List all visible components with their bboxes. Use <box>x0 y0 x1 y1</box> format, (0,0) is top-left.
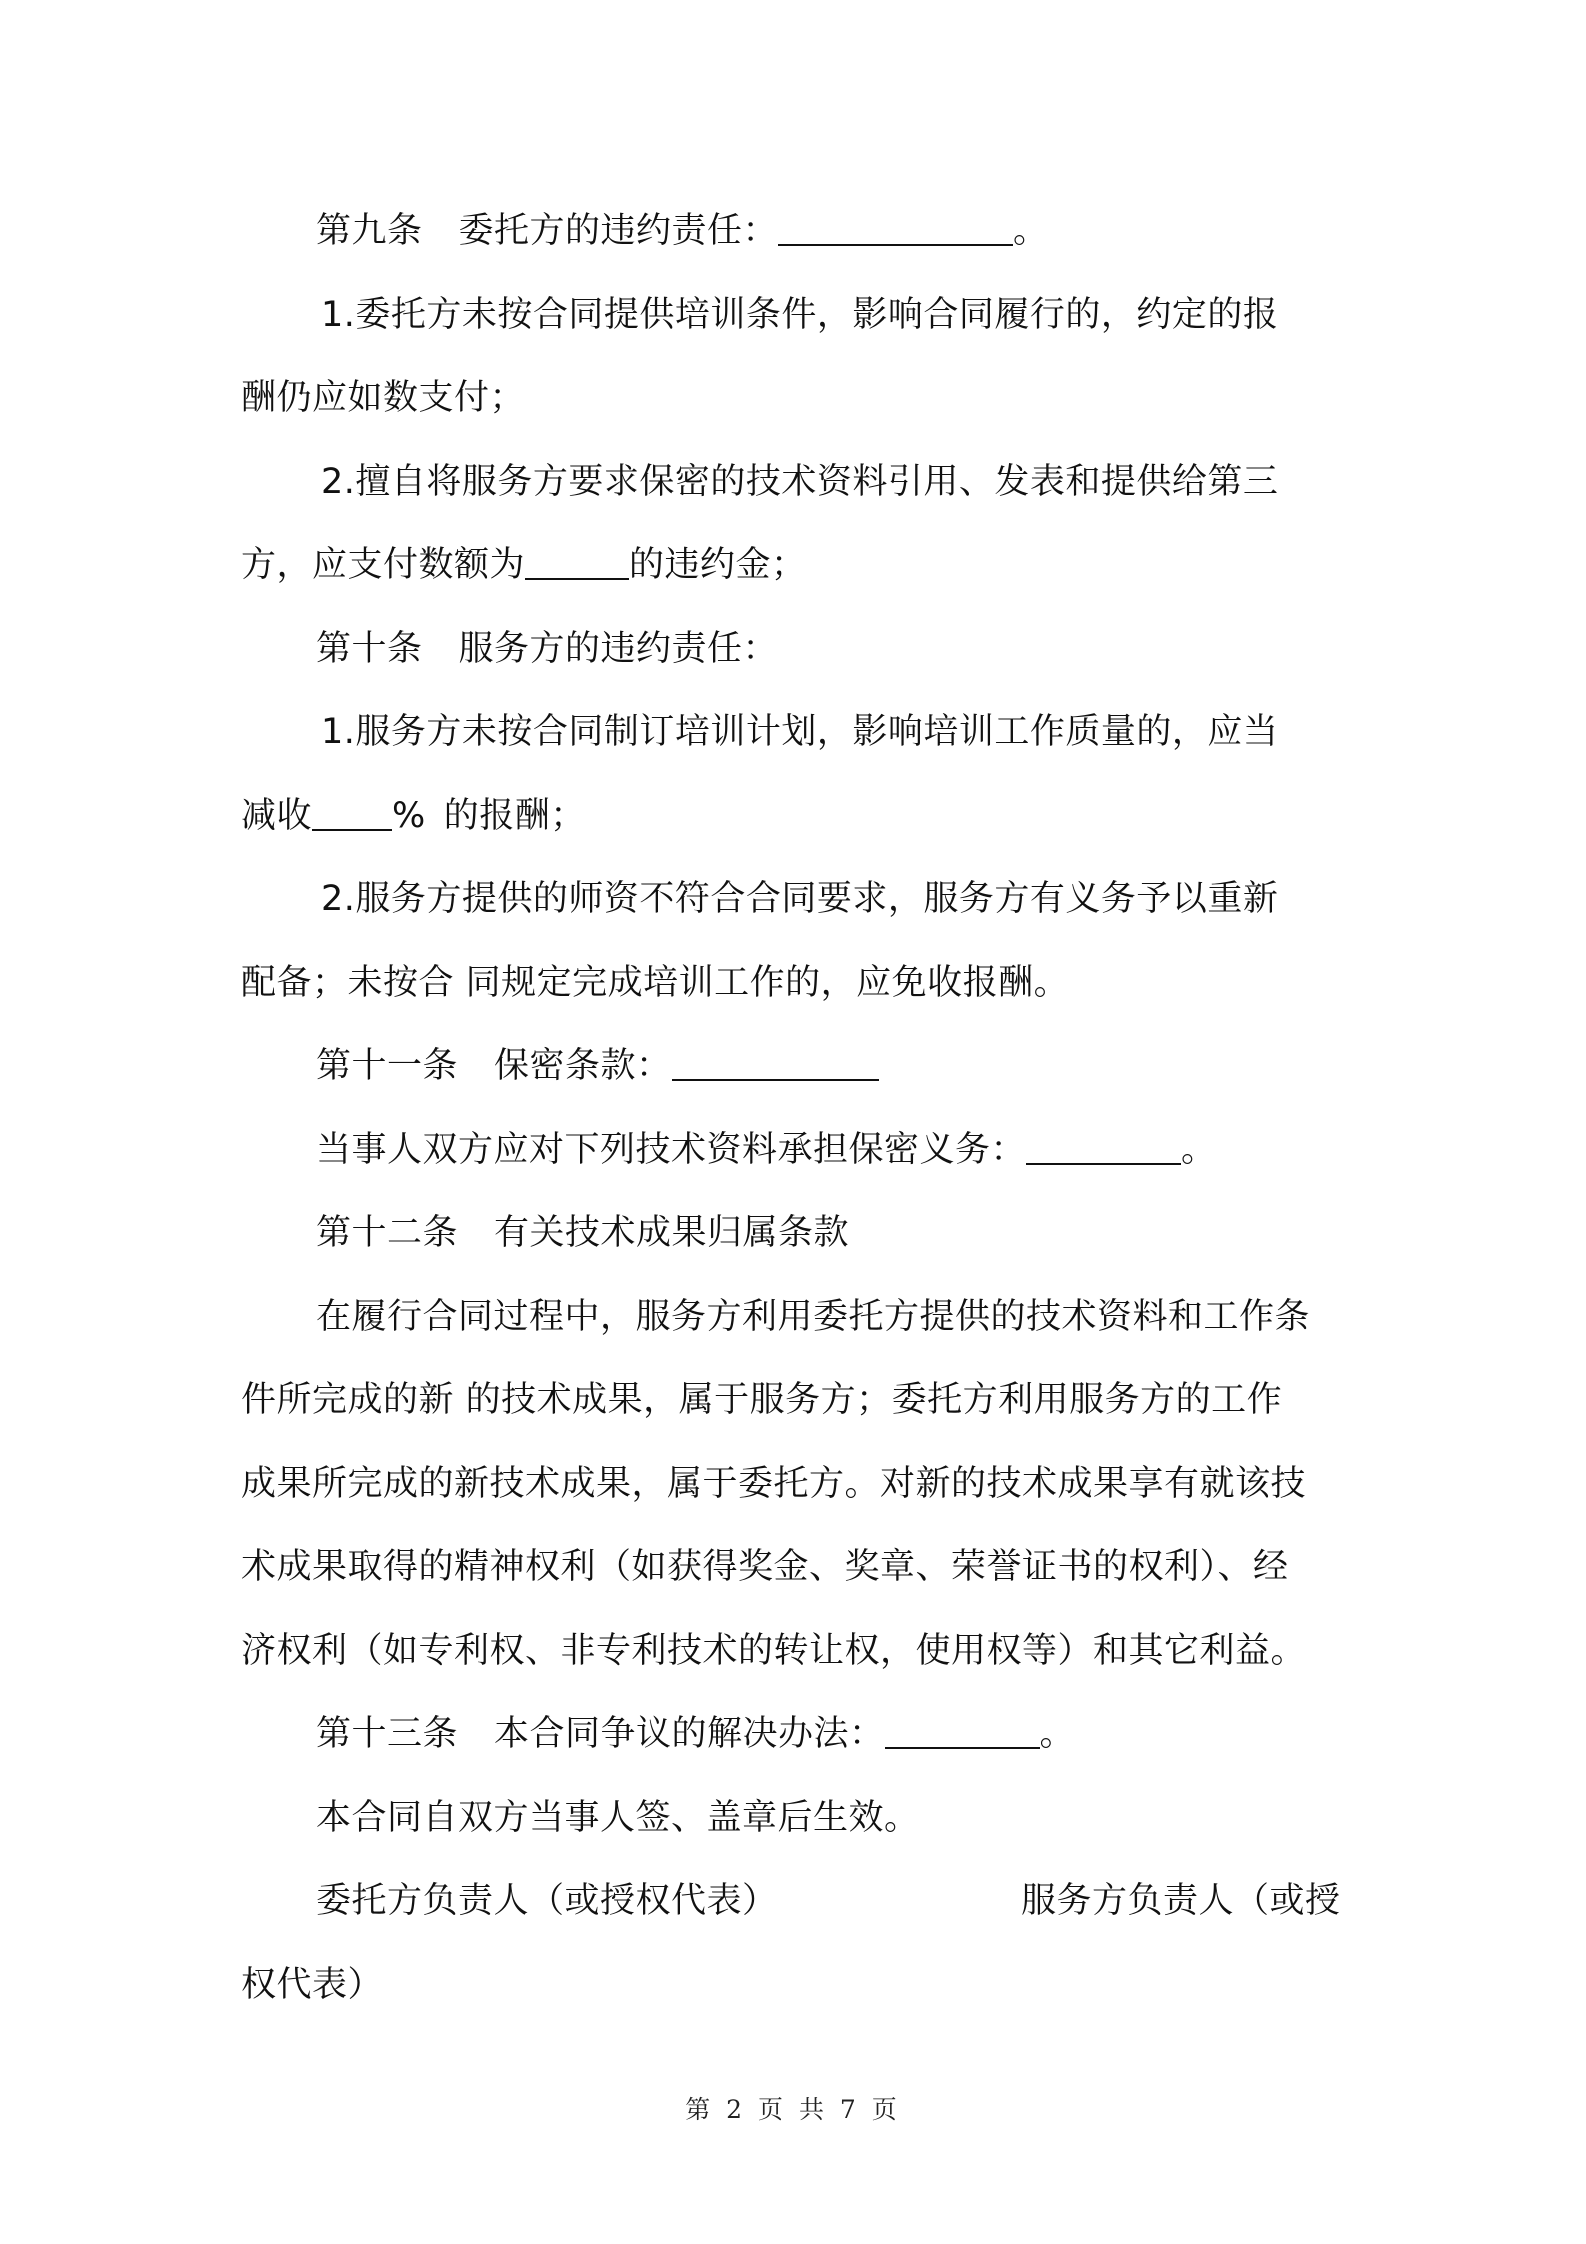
article-9-item-1-line-1: 1.委托方未按合同提供培训条件，影响合同履行的，约定的报 <box>321 294 1279 335</box>
article-12-paragraph-line-4: 术成果取得的精神权利（如获得奖金、奖章、荣誉证书的权利）、经 <box>241 1547 1289 1587</box>
article-10-item-1-text: 减收 <box>241 795 313 836</box>
article-10-item-1-line-1: 1.服务方未按合同制订培训计划，影响培训工作质量的，应当 <box>321 712 1279 752</box>
article-9-title: 委托方的违约责任： <box>458 211 779 251</box>
article-9-item-2-line-1: 2.擅自将服务方要求保密的技术资料引用、发表和提供给第三 <box>321 461 1279 502</box>
article-13-tail: 。 <box>1039 1714 1076 1754</box>
article-11-title: 保密条款： <box>494 1046 672 1086</box>
article-12-paragraph-line-1: 在履行合同过程中，服务方利用委托方提供的技术资料和工作条 <box>316 1296 1311 1337</box>
article-10-item-1-tail: 的报酬； <box>443 795 586 836</box>
article-10-item-2-line-2: 配备；未按合 同规定完成培训工作的，应免收报酬。 <box>241 962 1070 1003</box>
client-signatory-label: 委托方负责人（或授权代表） <box>316 1881 778 1921</box>
article-9-item-1-line-2: 酬仍应如数支付； <box>241 378 526 418</box>
provider-signatory-label-cont: 权代表） <box>241 1964 384 2005</box>
article-10-title: 服务方的违约责任： <box>458 628 779 669</box>
article-11-line-2 <box>241 1109 1357 1193</box>
article-10-number: 第十条 <box>316 628 423 669</box>
dispute-resolution-blank[interactable] <box>885 1709 1040 1749</box>
penalty-amount-blank[interactable] <box>525 540 629 580</box>
article-11-text: 当事人双方应对下列技术资料承担保密义务： <box>316 1129 1027 1170</box>
article-9-heading-line <box>241 190 1357 274</box>
article-9-item-2-line-2 <box>241 524 1357 608</box>
reduction-percent-blank[interactable] <box>312 791 392 831</box>
article-12-paragraph-line-3: 成果所完成的新技术成果，属于委托方。对新的技术成果享有就该技 <box>241 1463 1307 1504</box>
confidentiality-blank[interactable] <box>672 1041 879 1081</box>
article-12-heading-line <box>241 1192 1357 1276</box>
signature-row <box>241 1860 1357 1944</box>
page-number: 第 2 页 共 7 页 <box>685 2095 901 2124</box>
contract-body <box>241 190 1357 2027</box>
effective-clause: 本合同自双方当事人签、盖章后生效。 <box>316 1797 920 1838</box>
article-13-number: 第十三条 <box>316 1714 459 1754</box>
article-10-heading-line <box>241 608 1357 692</box>
provider-signatory-label: 服务方负责人（或授 <box>1021 1881 1341 1921</box>
article-12-paragraph-line-5: 济权利（如专利权、非专利技术的转让权，使用权等）和其它利益。 <box>241 1630 1307 1671</box>
article-9-number: 第九条 <box>316 211 423 251</box>
article-9-blank[interactable] <box>778 206 1013 246</box>
article-13-title: 本合同争议的解决办法： <box>494 1714 885 1754</box>
article-13-heading-line <box>241 1693 1357 1777</box>
article-9-item-2-text: 方，应支付数额为 <box>241 545 526 585</box>
article-10-item-1-line-2 <box>241 775 1357 859</box>
article-12-paragraph-line-2: 件所完成的新 的技术成果，属于服务方；委托方利用服务方的工作 <box>241 1380 1283 1420</box>
article-11-tail: 。 <box>1181 1129 1217 1170</box>
article-12-title: 有关技术成果归属条款 <box>494 1213 850 1253</box>
article-12-number: 第十二条 <box>316 1213 459 1253</box>
article-10-item-2-line-1: 2.服务方提供的师资不符合合同要求，服务方有义务予以重新 <box>321 879 1279 919</box>
article-9-tail: 。 <box>1013 211 1049 251</box>
article-11-number: 第十一条 <box>316 1046 459 1086</box>
article-9-item-2-tail: 的违约金； <box>629 545 807 585</box>
confidential-materials-blank[interactable] <box>1026 1125 1181 1165</box>
article-11-heading-line <box>241 1025 1357 1109</box>
percent-sign: % <box>392 795 426 836</box>
